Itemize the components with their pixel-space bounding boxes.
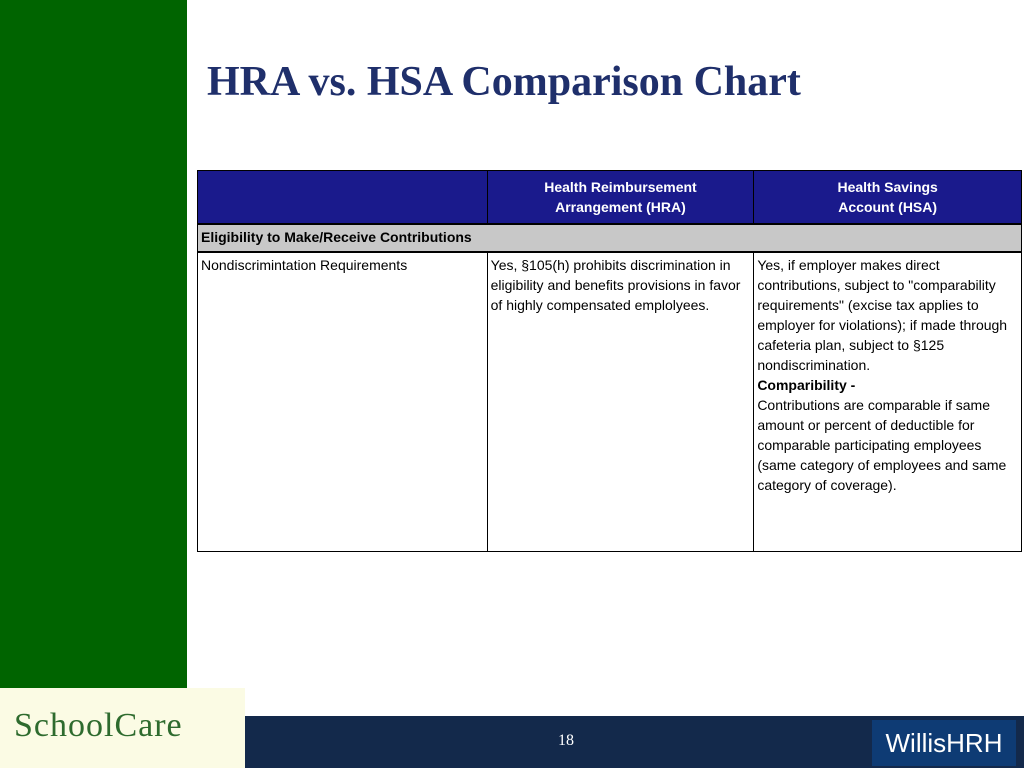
- row-hsa-text-1: Yes, if employer makes direct contributions, subject to "comparability requirements" (excise tax applies to employer for violations); if made through cafeteria plan, subject to §125 nondiscrimination.: [757, 257, 1008, 373]
- page-number: 18: [558, 732, 574, 749]
- slide-title: HRA vs. HSA Comparison Chart: [207, 59, 801, 105]
- comparison-table: [197, 170, 1022, 552]
- row-hsa-cell: [754, 252, 1022, 552]
- header-hra-line2: Arrangement (HRA): [555, 199, 686, 215]
- willis-logo-sub: HRH: [946, 728, 1003, 758]
- row-hsa-bold-heading: Comparibility -: [757, 377, 856, 393]
- row-hsa-text-2: Contributions are comparable if same amount or percent of deductible for comparable participating employees (same category of employees and same category of coverage).: [757, 397, 1007, 493]
- willis-hrh-logo: [872, 720, 1016, 766]
- header-hsa: [754, 171, 1022, 225]
- header-hra-line1: Health Reimbursement: [544, 179, 697, 195]
- section-row: [198, 224, 1022, 252]
- header-hsa-line1: Health Savings: [837, 179, 938, 195]
- willis-logo-main: Willis: [885, 728, 947, 758]
- header-blank-cell: [198, 171, 488, 225]
- schoolcare-logo-text: SchoolCare: [14, 707, 183, 744]
- table-header-row: [198, 171, 1022, 225]
- table-row: [198, 252, 1022, 552]
- row-hra-cell: Yes, §105(h) prohibits discrimination in eligibility and benefits provisions in favor of highly compensated emplolyees.: [487, 252, 754, 552]
- header-hsa-line2: Account (HSA): [838, 199, 938, 215]
- schoolcare-logo: [0, 688, 245, 768]
- header-hra: [487, 171, 754, 225]
- section-title: Eligibility to Make/Receive Contributions: [198, 224, 1022, 252]
- left-green-sidebar: [0, 0, 187, 688]
- row-label: Nondiscrimintation Requirements: [198, 252, 488, 552]
